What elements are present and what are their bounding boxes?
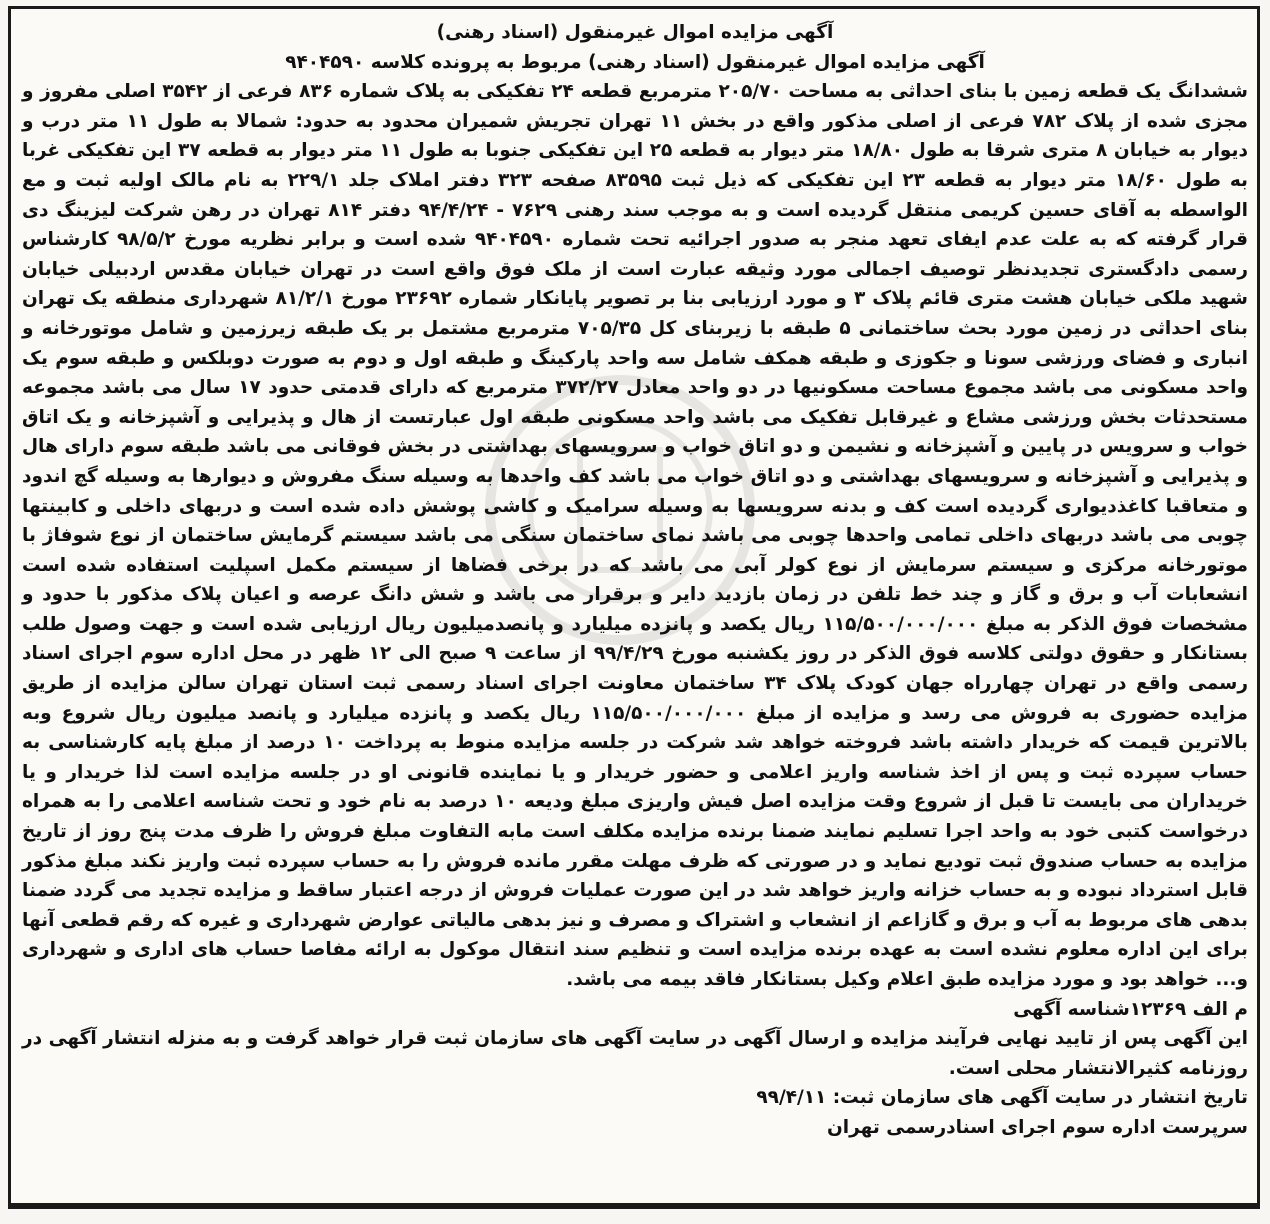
notice-title: آگهی مزایده اموال غیرمنقول (اسناد رهنی)	[436, 22, 834, 43]
bottom-rule	[8, 1206, 1260, 1209]
notice-subtitle: آگهی مزایده اموال غیرمنقول (اسناد رهنی) مربوط به پرونده کلاسه ۹۴۰۴۵۹۰	[285, 51, 985, 73]
auction-notice	[22, 18, 1248, 1143]
notice-body: ششدانگ یک قطعه زمین با بنای احداثی به مساحت ۲۰۵/۷۰ مترمربع قطعه ۲۴ تفکیکی به پلاک شماره ۸۳۶ فرعی از ۳۵۴۲ اصلی مفروز و مجزی شده از پلاک ۷۸۲ فرعی از اصلی مذکور واقع در بخش ۱۱ تهران تجریش شمیران محدود به حدود: شمالا به طول ۱۱ متر درب و دیوار به خیابان ۸ متری شرقا به طول ۱۸/۸۰ متر دیوار به قطعه ۲۵ این تفکیکی جنوبا به طول ۱۱ متر دیوار به قطعه ۳۷ این تفکیکی غربا به طول ۱۸/۶۰ متر دیوار به قطعه ۲۳ این تفکیکی که ذیل ثبت ۸۳۵۹۵ صفحه ۳۲۳ دفتر املاک جلد ۲۲۹/۱ به نام مالک اولیه ثبت و مع الواسطه به آقای حسین کریمی منتقل گردیده است و به موجب سند رهنی ۷۶۲۹ - ۹۴/۴/۲۴ دفتر ۸۱۴ تهران در رهن شرکت لیزینگ دی قرار گرفته که به علت عدم ایفای تعهد منجر به صدور اجرائیه تحت شماره ۹۴۰۴۵۹۰ شده است و برابر نظریه مورخ ۹۸/۵/۲ کارشناس رسمی دادگستری تجدیدنظر توصیف اجمالی مورد وثیقه عبارت است از ملک فوق واقع است در تهران خیابان مقدس اردبیلی خیابان شهید ملکی خیابان هشت متری قائم پلاک ۳ و مورد ارزیابی بنا بر تصویر پایانکار شماره ۲۳۶۹۲ مورخ ۸۱/۲/۱ شهرداری منطقه یک تهران بنای احداثی در زمین مورد بحث ساختمانی ۵ طبقه با زیربنای کل ۷۰۵/۳۵ مترمربع مشتمل بر یک طبقه زیرزمین و شامل موتورخانه و انباری و فضای ورزشی سونا و جکوزی و طبقه همکف شامل سه واحد پارکینگ و طبقه اول و دوم به صورت دوبلکس و طبقه سوم یک واحد مسکونی می باشد مجموع مساحت مسکونیها در دو واحد معادل ۳۷۲/۲۷ مترمربع که دارای قدمتی حدود ۱۷ سال می باشد مجموعه مستحدثات بخش ورزشی مشاع و غیرقابل تفکیک می باشد واحد مسکونی طبقه اول عبارتست از هال و پذیرایی و آشپزخانه و یک اتاق خواب و سرویس در پایین و آشپزخانه و نشیمن و دو اتاق خواب و سرویسهای بهداشتی در بخش فوقانی می باشد طبقه سوم دارای هال و پذیرایی و آشپزخانه و سرویسهای بهداشتی و دو اتاق خواب می باشد کف واحدها به وسیله سنگ مفروش و دیوارها به وسیله گچ اندود و متعاقبا کاغذدیواری گردیده است کف و بدنه سرویسها به وسیله سرامیک و کاشی پوشش داده شده است و دربهای داخلی و کابینتها چوبی می باشد دربهای داخلی تمامی واحدها چوبی می باشد نمای ساختمان سنگی می باشد سیستم گرمایش ساختمان از نوع شوفاژ با موتورخانه مرکزی و سیستم سرمایش از نوع کولر آبی می باشد که در برخی فضاها از سیستم مکمل اسپلیت استفاده شده است انشعابات آب و برق و گاز و چند خط تلفن در زمان بازدید دایر و برقرار می باشد و شش دانگ عرصه و اعیان پلاک مذکور با حدود و مشخصات فوق الذکر به مبلغ ۱۱۵/۵۰۰/۰۰۰/۰۰۰ ریال یکصد و پانزده میلیارد و پانصدمیلیون ریال ارزیابی شده است و جهت وصول طلب بستانکار و حقوق دولتی کلاسه فوق الذکر در روز یکشنبه مورخ ۹۹/۴/۲۹ از ساعت ۹ صبح الی ۱۲ ظهر در محل اداره سوم اجرای اسناد رسمی واقع در تهران چهارراه جهان کودک پلاک ۳۴ ساختمان معاونت اجرای اسناد رسمی ثبت استان تهران سالن مزایده از طریق مزایده حضوری به فروش می رسد و مزایده از مبلغ ۱۱۵/۵۰۰/۰۰۰/۰۰۰ ریال یکصد و پانزده میلیارد و پانصد میلیون ریال شروع وبه بالاترین قیمت که خریدار داشته باشد فروخته خواهد شد شرکت در جلسه مزایده منوط به پرداخت ۱۰ درصد از مبلغ پایه کارشناسی به حساب سپرده ثبت و پس از اخذ شناسه واریز اعلامی و حضور خریدار و یا نماینده قانونی او در جلسه مزایده است لذا خریدار و یا خریداران می بایست تا قبل از شروع وقت مزایده اصل فیش واریزی مبلغ ودیعه ۱۰ درصد به نام خود و تحت شناسه اعلامی را به همراه درخواست کتبی خود به واحد اجرا تسلیم نمایند ضمنا برنده مزایده مکلف است مابه التفاوت مبلغ فروش را ظرف مدت پنج روز از تاریخ مزایده به حساب صندوق ثبت تودیع نماید و در صورتی که ظرف مهلت مقرر مانده فروش را به حساب سپرده ثبت واریز نکند مبلغ مذکور قابل استرداد نبوده و به حساب خزانه واریز خواهد شد در این صورت عملیات فروش از درجه اعتبار ساقط و مزایده تجدید می گردد ضمنا بدهی های مربوط به آب و برق و گازاعم از انشعاب و اشتراک و مصرف و نیز بدهی مالیاتی عوارض شهرداری و غیره که رقم قطعی آنها برای این اداره معلوم نشده است به عهده برنده مزایده است و تنظیم سند انتقال موکول به ارائه مفاصا حساب های اداری و شهرداری و... خواهد بود و مورد مزایده طبق اعلام وکیل بستانکار فاقد بیمه می باشد.	[22, 81, 1249, 990]
ad-id: م الف ۱۲۳۶۹شناسه آگهی	[1013, 998, 1248, 1020]
signature: سرپرست اداره سوم اجرای اسنادرسمی تهران	[826, 1116, 1248, 1138]
publication-note: این آگهی پس از تایید نهایی فرآیند مزایده و ارسال آگهی در سایت آگهی های سازمان ثبت قرار خواهد گرفت و به منزله انتشار آگهی در روزنامه کثیرالانتشار محلی است.	[22, 1028, 1248, 1079]
publish-date: تاریخ انتشار در سایت آگهی های سازمان ثبت: ۹۹/۴/۱۱	[756, 1087, 1248, 1109]
